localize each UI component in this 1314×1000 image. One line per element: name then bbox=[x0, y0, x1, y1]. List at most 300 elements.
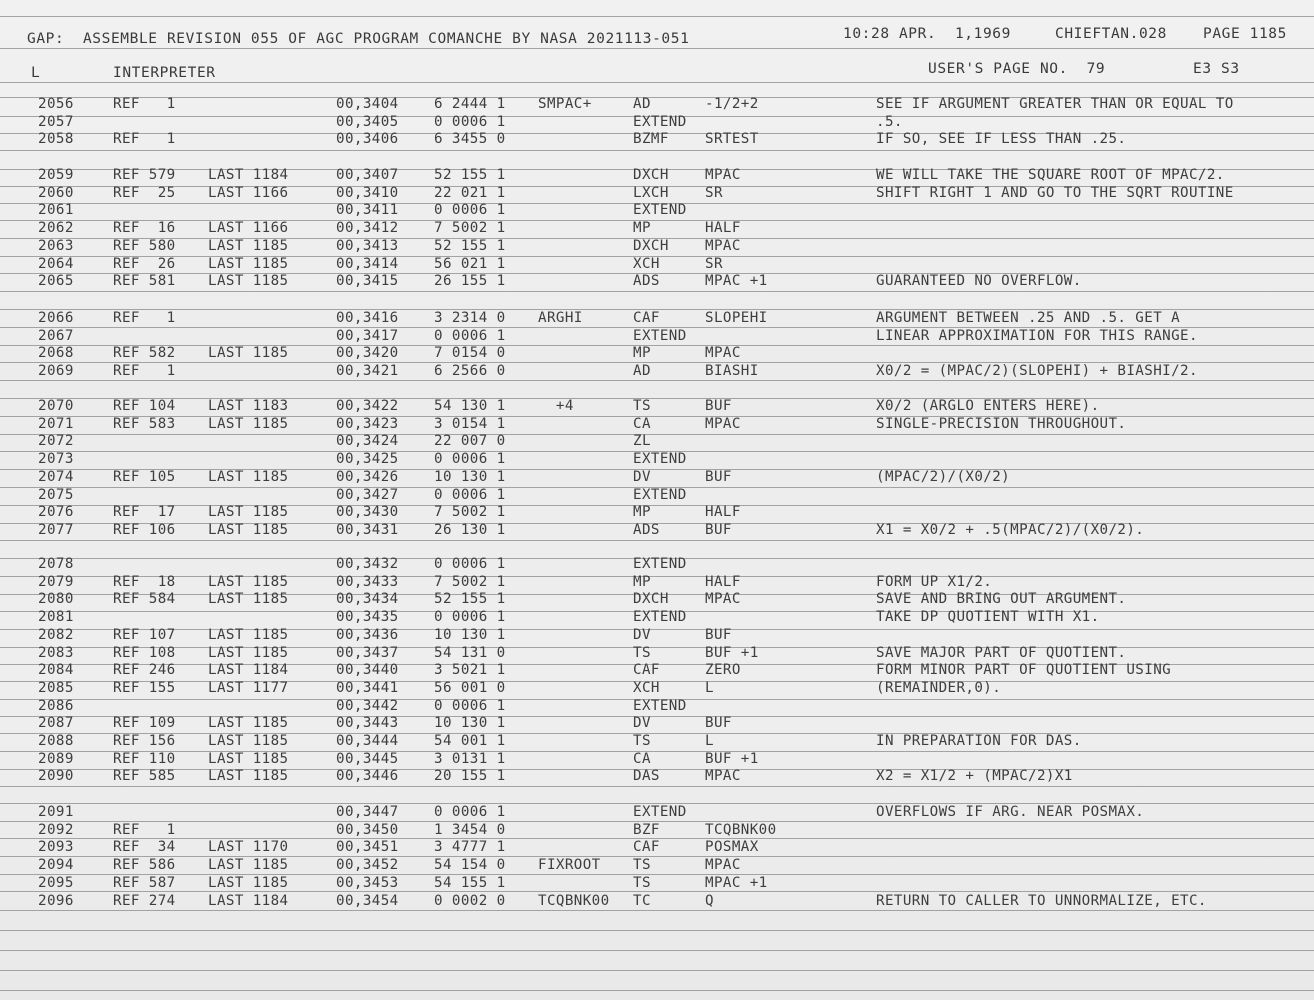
address: 00,3406 bbox=[336, 131, 399, 148]
opcode: BZMF bbox=[633, 131, 669, 148]
operand: Q bbox=[705, 892, 714, 909]
address: 00,3425 bbox=[336, 451, 399, 468]
machine-code: 7 5002 1 bbox=[434, 220, 506, 237]
line-number: 2056 bbox=[38, 96, 74, 112]
operand: MPAC +1 bbox=[705, 874, 768, 891]
machine-code: 0 0002 0 bbox=[434, 892, 506, 909]
line-number: 2092 bbox=[38, 821, 74, 838]
operand: TCQBNK00 bbox=[705, 821, 777, 838]
operand: MPAC bbox=[705, 345, 741, 362]
ref-count: REF 584 bbox=[113, 591, 176, 608]
opcode: EXTEND bbox=[633, 486, 687, 503]
line-number: 2075 bbox=[38, 486, 74, 503]
listing-row bbox=[0, 610, 1314, 627]
line-number: 2071 bbox=[38, 415, 74, 432]
operand: BUF bbox=[705, 468, 732, 485]
line-number: 2093 bbox=[38, 839, 74, 856]
listing-page-number: PAGE 1185 bbox=[1203, 26, 1287, 42]
operand: BUF +1 bbox=[705, 750, 759, 767]
address: 00,3414 bbox=[336, 255, 399, 272]
last-page: LAST 1184 bbox=[208, 167, 289, 183]
ref-count: REF 587 bbox=[113, 874, 176, 891]
last-page: LAST 1184 bbox=[208, 662, 289, 679]
last-page: LAST 1185 bbox=[208, 255, 289, 272]
operand: SRTEST bbox=[705, 131, 759, 148]
machine-code: 10 130 1 bbox=[434, 715, 506, 732]
address: 00,3443 bbox=[336, 715, 399, 732]
address: 00,3452 bbox=[336, 857, 399, 874]
line-number: 2067 bbox=[38, 327, 74, 344]
opcode: CAF bbox=[633, 839, 660, 856]
line-number: 2095 bbox=[38, 874, 74, 891]
line-number: 2077 bbox=[38, 521, 74, 538]
listing-row bbox=[0, 840, 1314, 857]
line-number: 2063 bbox=[38, 237, 74, 254]
listing-row bbox=[0, 628, 1314, 645]
last-page: LAST 1185 bbox=[208, 237, 289, 254]
address: 00,3441 bbox=[336, 679, 399, 696]
listing-title: GAP: ASSEMBLE REVISION 055 OF AGC PROGRAM COMANCHE BY NASA 2021113-051 bbox=[27, 31, 690, 47]
line-number: 2084 bbox=[38, 662, 74, 679]
opcode: ADS bbox=[633, 273, 660, 290]
opcode: TC bbox=[633, 892, 651, 909]
comment: .5. bbox=[876, 113, 903, 130]
address: 00,3413 bbox=[336, 237, 399, 254]
last-page: LAST 1185 bbox=[208, 468, 289, 485]
last-page: LAST 1185 bbox=[208, 345, 289, 362]
ref-count: REF 34 bbox=[113, 839, 176, 856]
ref-count: REF 16 bbox=[113, 220, 176, 237]
address: 00,3434 bbox=[336, 591, 399, 608]
ref-count: REF 1 bbox=[113, 821, 176, 838]
last-page: LAST 1170 bbox=[208, 839, 289, 856]
ruled-line bbox=[0, 150, 1314, 151]
comment: ARGUMENT BETWEEN .25 AND .5. GET A bbox=[876, 310, 1181, 326]
ref-count: REF 25 bbox=[113, 184, 176, 201]
listing-row bbox=[0, 239, 1314, 256]
address: 00,3420 bbox=[336, 345, 399, 362]
comment: (MPAC/2)/(X0/2) bbox=[876, 468, 1011, 485]
listing-datetime: 10:28 APR. 1,1969 bbox=[843, 26, 1011, 42]
comment: X1 = X0/2 + .5(MPAC/2)/(X0/2). bbox=[876, 521, 1145, 538]
line-number: 2074 bbox=[38, 468, 74, 485]
opcode: XCH bbox=[633, 255, 660, 272]
ref-count: REF 579 bbox=[113, 167, 176, 183]
machine-code: 6 3455 0 bbox=[434, 131, 506, 148]
opcode: EXTEND bbox=[633, 697, 687, 714]
operand: BUF +1 bbox=[705, 644, 759, 661]
ref-count: REF 580 bbox=[113, 237, 176, 254]
address: 00,3436 bbox=[336, 626, 399, 643]
opcode: ZL bbox=[633, 433, 651, 450]
listing-row bbox=[0, 557, 1314, 574]
opcode: DV bbox=[633, 715, 651, 732]
last-page: LAST 1185 bbox=[208, 573, 289, 590]
last-page: LAST 1185 bbox=[208, 768, 289, 785]
opcode: LXCH bbox=[633, 184, 669, 201]
ref-count: REF 17 bbox=[113, 504, 176, 521]
ref-count: REF 246 bbox=[113, 662, 176, 679]
operand: L bbox=[705, 733, 714, 749]
address: 00,3445 bbox=[336, 750, 399, 767]
line-number: 2060 bbox=[38, 184, 74, 201]
comment: GUARANTEED NO OVERFLOW. bbox=[876, 273, 1082, 290]
opcode: EXTEND bbox=[633, 804, 687, 820]
line-number: 2078 bbox=[38, 556, 74, 572]
address: 00,3435 bbox=[336, 609, 399, 626]
listing-row bbox=[0, 417, 1314, 434]
ref-count: REF 1 bbox=[113, 363, 176, 380]
comment: SEE IF ARGUMENT GREATER THAN OR EQUAL TO bbox=[876, 96, 1234, 112]
operand: BUF bbox=[705, 626, 732, 643]
listing-row bbox=[0, 716, 1314, 733]
operand: BUF bbox=[705, 398, 732, 414]
operand: SR bbox=[705, 255, 723, 272]
ref-count: REF 26 bbox=[113, 255, 176, 272]
line-number: 2058 bbox=[38, 131, 74, 148]
ref-count: REF 106 bbox=[113, 521, 176, 538]
address: 00,3405 bbox=[336, 113, 399, 130]
line-number: 2069 bbox=[38, 363, 74, 380]
listing-row bbox=[0, 221, 1314, 238]
opcode: TS bbox=[633, 644, 651, 661]
comment: FORM MINOR PART OF QUOTIENT USING bbox=[876, 662, 1172, 679]
last-page: LAST 1185 bbox=[208, 591, 289, 608]
ref-count: REF 156 bbox=[113, 733, 176, 749]
section-name: INTERPRETER bbox=[113, 65, 216, 81]
line-number: 2065 bbox=[38, 273, 74, 290]
line-number: 2059 bbox=[38, 167, 74, 183]
listing-tape: CHIEFTAN.028 bbox=[1055, 26, 1167, 42]
operand: BUF bbox=[705, 715, 732, 732]
operand: MPAC bbox=[705, 857, 741, 874]
listing-row bbox=[0, 364, 1314, 381]
comment: X0/2 (ARGLO ENTERS HERE). bbox=[876, 398, 1100, 414]
ref-count: REF 274 bbox=[113, 892, 176, 909]
last-page: LAST 1185 bbox=[208, 273, 289, 290]
address: 00,3450 bbox=[336, 821, 399, 838]
comment: RETURN TO CALLER TO UNNORMALIZE, ETC. bbox=[876, 892, 1207, 909]
line-number: 2081 bbox=[38, 609, 74, 626]
line-number: 2073 bbox=[38, 451, 74, 468]
address: 00,3432 bbox=[336, 556, 399, 572]
last-page: LAST 1185 bbox=[208, 874, 289, 891]
machine-code: 0 0006 1 bbox=[434, 804, 506, 820]
listing-row bbox=[0, 575, 1314, 592]
machine-code: 0 0006 1 bbox=[434, 202, 506, 219]
address: 00,3424 bbox=[336, 433, 399, 450]
machine-code: 0 0006 1 bbox=[434, 556, 506, 572]
last-page: LAST 1166 bbox=[208, 184, 289, 201]
ref-count: REF 105 bbox=[113, 468, 176, 485]
machine-code: 54 155 1 bbox=[434, 874, 506, 891]
ruled-line bbox=[0, 48, 1314, 49]
line-number: 2076 bbox=[38, 504, 74, 521]
listing-row bbox=[0, 311, 1314, 328]
listing-row bbox=[0, 699, 1314, 716]
opcode: CA bbox=[633, 750, 651, 767]
line-number: 2061 bbox=[38, 202, 74, 219]
address: 00,3437 bbox=[336, 644, 399, 661]
opcode: DV bbox=[633, 626, 651, 643]
ref-count: REF 107 bbox=[113, 626, 176, 643]
listing-row bbox=[0, 186, 1314, 203]
listing-row bbox=[0, 663, 1314, 680]
line-number: 2087 bbox=[38, 715, 74, 732]
listing-row bbox=[0, 858, 1314, 875]
opcode: EXTEND bbox=[633, 556, 687, 572]
last-page: LAST 1185 bbox=[208, 626, 289, 643]
opcode: MP bbox=[633, 345, 651, 362]
listing-row bbox=[0, 434, 1314, 451]
comment: LINEAR APPROXIMATION FOR THIS RANGE. bbox=[876, 327, 1198, 344]
machine-code: 3 0131 1 bbox=[434, 750, 506, 767]
comment: SAVE AND BRING OUT ARGUMENT. bbox=[876, 591, 1127, 608]
operand: HALF bbox=[705, 504, 741, 521]
comment: SAVE MAJOR PART OF QUOTIENT. bbox=[876, 644, 1127, 661]
opcode: EXTEND bbox=[633, 327, 687, 344]
machine-code: 6 2444 1 bbox=[434, 96, 506, 112]
comment: X0/2 = (MPAC/2)(SLOPEHI) + BIASHI/2. bbox=[876, 363, 1198, 380]
machine-code: 20 155 1 bbox=[434, 768, 506, 785]
listing-row bbox=[0, 452, 1314, 469]
line-number: 2072 bbox=[38, 433, 74, 450]
opcode: MP bbox=[633, 573, 651, 590]
listing-row bbox=[0, 346, 1314, 363]
last-page: LAST 1177 bbox=[208, 679, 289, 696]
address: 00,3431 bbox=[336, 521, 399, 538]
opcode: MP bbox=[633, 220, 651, 237]
opcode: TS bbox=[633, 857, 651, 874]
comment: SHIFT RIGHT 1 AND GO TO THE SQRT ROUTINE bbox=[876, 184, 1234, 201]
address: 00,3442 bbox=[336, 697, 399, 714]
comment: (REMAINDER,0). bbox=[876, 679, 1002, 696]
users-page: USER'S PAGE NO. 79 bbox=[928, 61, 1106, 77]
address: 00,3411 bbox=[336, 202, 399, 219]
address: 00,3433 bbox=[336, 573, 399, 590]
operand: MPAC +1 bbox=[705, 273, 768, 290]
machine-code: 0 0006 1 bbox=[434, 451, 506, 468]
ref-count: REF 108 bbox=[113, 644, 176, 661]
comment: WE WILL TAKE THE SQUARE ROOT OF MPAC/2. bbox=[876, 167, 1225, 183]
line-number: 2088 bbox=[38, 733, 74, 749]
machine-code: 56 001 0 bbox=[434, 679, 506, 696]
ruled-line bbox=[0, 990, 1314, 991]
listing-row bbox=[0, 876, 1314, 893]
opcode: DAS bbox=[633, 768, 660, 785]
ref-count: REF 18 bbox=[113, 573, 176, 590]
opcode: EXTEND bbox=[633, 451, 687, 468]
line-number: 2086 bbox=[38, 697, 74, 714]
last-page: LAST 1185 bbox=[208, 750, 289, 767]
ref-count: REF 582 bbox=[113, 345, 176, 362]
operand: BIASHI bbox=[705, 363, 759, 380]
ref-count: REF 104 bbox=[113, 398, 176, 414]
address: 00,3430 bbox=[336, 504, 399, 521]
address: 00,3440 bbox=[336, 662, 399, 679]
machine-code: 10 130 1 bbox=[434, 468, 506, 485]
last-page: LAST 1185 bbox=[208, 715, 289, 732]
listing-row bbox=[0, 681, 1314, 698]
machine-code: 54 001 1 bbox=[434, 733, 506, 749]
machine-code: 26 155 1 bbox=[434, 273, 506, 290]
ref-count: REF 585 bbox=[113, 768, 176, 785]
listing-row bbox=[0, 399, 1314, 416]
comment: SINGLE-PRECISION THROUGHOUT. bbox=[876, 415, 1127, 432]
machine-code: 22 007 0 bbox=[434, 433, 506, 450]
machine-code: 3 0154 1 bbox=[434, 415, 506, 432]
opcode: TS bbox=[633, 874, 651, 891]
listing-row bbox=[0, 274, 1314, 291]
opcode: DV bbox=[633, 468, 651, 485]
opcode: EXTEND bbox=[633, 113, 687, 130]
opcode: DXCH bbox=[633, 237, 669, 254]
address: 00,3407 bbox=[336, 167, 399, 183]
address: 00,3451 bbox=[336, 839, 399, 856]
address: 00,3453 bbox=[336, 874, 399, 891]
operand: MPAC bbox=[705, 768, 741, 785]
machine-code: 7 5002 1 bbox=[434, 573, 506, 590]
operand: SLOPEHI bbox=[705, 310, 768, 326]
label: TCQBNK00 bbox=[538, 892, 610, 909]
machine-code: 7 5002 1 bbox=[434, 504, 506, 521]
comment: FORM UP X1/2. bbox=[876, 573, 993, 590]
operand: POSMAX bbox=[705, 839, 759, 856]
machine-code: 22 021 1 bbox=[434, 184, 506, 201]
operand: MPAC bbox=[705, 415, 741, 432]
line-number: 2094 bbox=[38, 857, 74, 874]
bank-id: E3 S3 bbox=[1193, 61, 1240, 77]
machine-code: 52 155 1 bbox=[434, 237, 506, 254]
machine-code: 52 155 1 bbox=[434, 591, 506, 608]
comment: OVERFLOWS IF ARG. NEAR POSMAX. bbox=[876, 804, 1145, 820]
ref-count: REF 109 bbox=[113, 715, 176, 732]
last-page: LAST 1185 bbox=[208, 415, 289, 432]
operand: SR bbox=[705, 184, 723, 201]
listing-row bbox=[0, 592, 1314, 609]
line-number: 2070 bbox=[38, 398, 74, 414]
last-page: LAST 1185 bbox=[208, 644, 289, 661]
opcode: BZF bbox=[633, 821, 660, 838]
address: 00,3426 bbox=[336, 468, 399, 485]
machine-code: 6 2566 0 bbox=[434, 363, 506, 380]
ruled-line bbox=[0, 16, 1314, 17]
type-flag: L bbox=[31, 65, 41, 81]
listing-row bbox=[0, 769, 1314, 786]
listing-row bbox=[0, 894, 1314, 911]
last-page: LAST 1185 bbox=[208, 857, 289, 874]
machine-code: 26 130 1 bbox=[434, 521, 506, 538]
label: ARGHI bbox=[538, 310, 583, 326]
line-number: 2064 bbox=[38, 255, 74, 272]
ruled-line bbox=[0, 930, 1314, 931]
listing-row bbox=[0, 257, 1314, 274]
opcode: XCH bbox=[633, 679, 660, 696]
ref-count: REF 155 bbox=[113, 679, 176, 696]
line-number: 2062 bbox=[38, 220, 74, 237]
opcode: DXCH bbox=[633, 591, 669, 608]
last-page: LAST 1183 bbox=[208, 398, 289, 414]
line-number: 2079 bbox=[38, 573, 74, 590]
opcode: MP bbox=[633, 504, 651, 521]
line-number: 2083 bbox=[38, 644, 74, 661]
ruled-line bbox=[0, 950, 1314, 951]
ref-count: REF 1 bbox=[113, 310, 176, 326]
comment: X2 = X1/2 + (MPAC/2)X1 bbox=[876, 768, 1073, 785]
operand: L bbox=[705, 679, 714, 696]
opcode: EXTEND bbox=[633, 202, 687, 219]
opcode: EXTEND bbox=[633, 609, 687, 626]
machine-code: 10 130 1 bbox=[434, 626, 506, 643]
machine-code: 7 0154 0 bbox=[434, 345, 506, 362]
machine-code: 54 131 0 bbox=[434, 644, 506, 661]
opcode: ADS bbox=[633, 521, 660, 538]
listing-row bbox=[0, 805, 1314, 822]
machine-code: 0 0006 1 bbox=[434, 113, 506, 130]
line-number: 2068 bbox=[38, 345, 74, 362]
listing-row bbox=[0, 203, 1314, 220]
listing-row bbox=[0, 646, 1314, 663]
ref-count: REF 586 bbox=[113, 857, 176, 874]
comment: TAKE DP QUOTIENT WITH X1. bbox=[876, 609, 1100, 626]
operand: HALF bbox=[705, 220, 741, 237]
listing-row bbox=[0, 823, 1314, 840]
operand: MPAC bbox=[705, 237, 741, 254]
ruled-line bbox=[0, 970, 1314, 971]
opcode: DXCH bbox=[633, 167, 669, 183]
address: 00,3421 bbox=[336, 363, 399, 380]
last-page: LAST 1185 bbox=[208, 733, 289, 749]
last-page: LAST 1166 bbox=[208, 220, 289, 237]
address: 00,3423 bbox=[336, 415, 399, 432]
listing-row bbox=[0, 488, 1314, 505]
line-number: 2066 bbox=[38, 310, 74, 326]
address: 00,3417 bbox=[336, 327, 399, 344]
line-number: 2091 bbox=[38, 804, 74, 820]
opcode: AD bbox=[633, 363, 651, 380]
ref-count: REF 583 bbox=[113, 415, 176, 432]
line-number: 2090 bbox=[38, 768, 74, 785]
address: 00,3447 bbox=[336, 804, 399, 820]
operand: -1/2+2 bbox=[705, 96, 759, 112]
listing-row bbox=[0, 115, 1314, 132]
machine-code: 0 0006 1 bbox=[434, 486, 506, 503]
machine-code: 0 0006 1 bbox=[434, 327, 506, 344]
machine-code: 3 2314 0 bbox=[434, 310, 506, 326]
listing-row bbox=[0, 523, 1314, 540]
machine-code: 3 4777 1 bbox=[434, 839, 506, 856]
listing-row bbox=[0, 505, 1314, 522]
ruled-line bbox=[0, 82, 1314, 83]
ref-count: REF 581 bbox=[113, 273, 176, 290]
comment: IF SO, SEE IF LESS THAN .25. bbox=[876, 131, 1127, 148]
opcode: CAF bbox=[633, 310, 660, 326]
line-number: 2096 bbox=[38, 892, 74, 909]
opcode: AD bbox=[633, 96, 651, 112]
machine-code: 1 3454 0 bbox=[434, 821, 506, 838]
operand: HALF bbox=[705, 573, 741, 590]
line-number: 2080 bbox=[38, 591, 74, 608]
listing-row bbox=[0, 752, 1314, 769]
line-number: 2085 bbox=[38, 679, 74, 696]
machine-code: 0 0006 1 bbox=[434, 609, 506, 626]
line-number: 2057 bbox=[38, 113, 74, 130]
opcode: CA bbox=[633, 415, 651, 432]
ref-count: REF 1 bbox=[113, 96, 176, 112]
machine-code: 3 5021 1 bbox=[434, 662, 506, 679]
machine-code: 54 130 1 bbox=[434, 398, 506, 414]
last-page: LAST 1185 bbox=[208, 504, 289, 521]
